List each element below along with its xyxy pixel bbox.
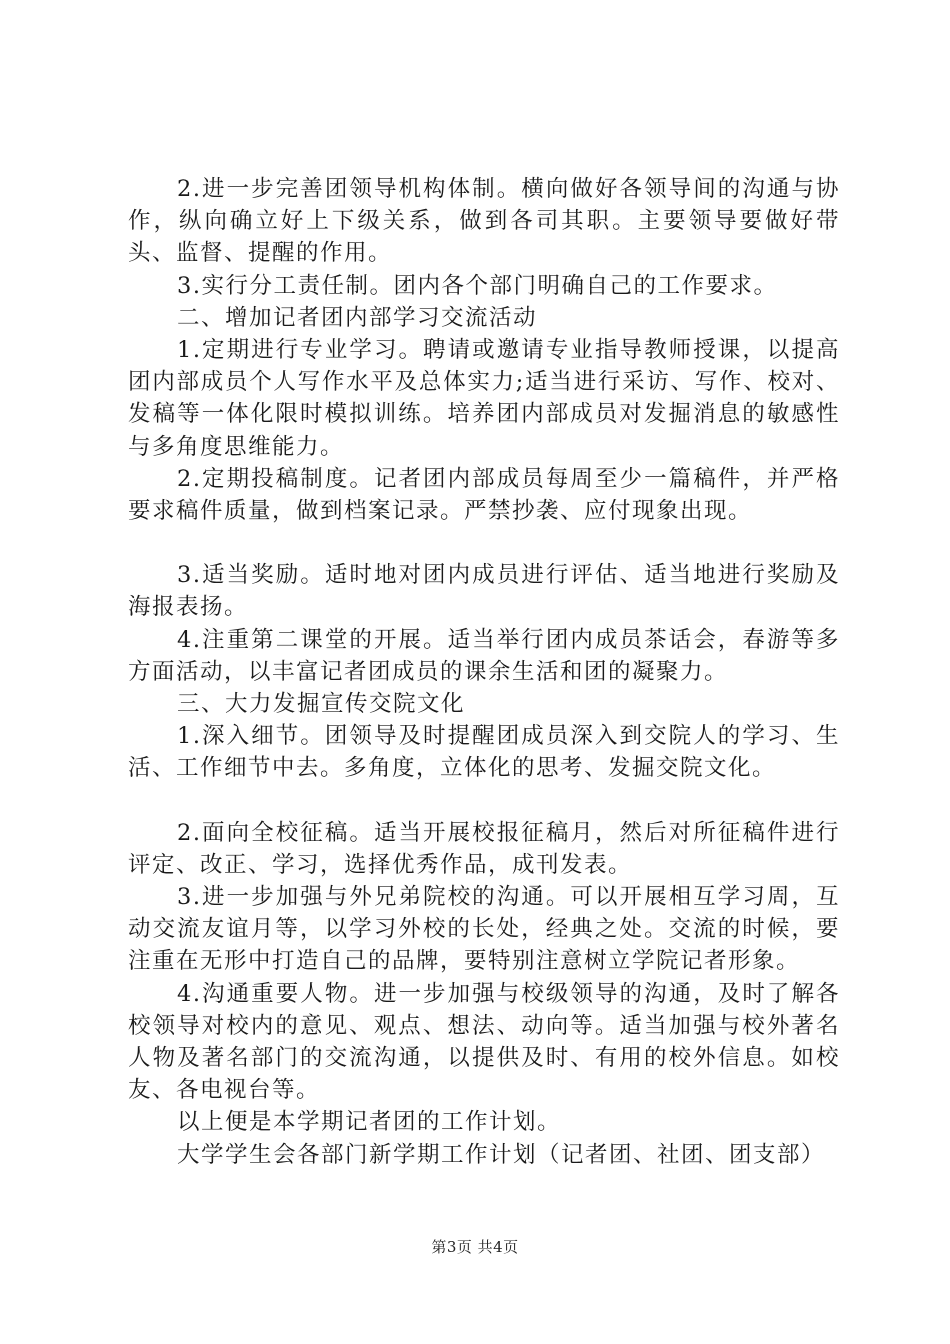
paragraph-sister-schools: 3.进一步加强与外兄弟院校的沟通。可以开展相互学习周，互动交流友谊月等，以学习外校的长处，经典之处。交流的时候，要注重在无形中打造自己的品牌，要特别注意树立学院记者形象。 [128,884,840,975]
paragraph-gap [128,785,840,817]
section-heading-internal-exchange: 二、增加记者团内部学习交流活动 [177,304,538,331]
paragraph-professional-study: 1.定期进行专业学习。聘请或邀请专业指导教师授课，以提高团内部成员个人写作水平及总体实力;适当进行采访、写作、校对、发稿等一体化限时模拟训练。培养团内部成员对发掘消息的敏感性与多角度思维能力。 [128,337,840,460]
paragraph-conclusion: 以上便是本学期记者团的工作计划。 [177,1109,562,1136]
paragraph-gap [128,527,840,559]
paragraph-second-classroom: 4.注重第二课堂的开展。适当举行团内成员茶话会，春游等多方面活动，以丰富记者团成员的课余生活和团的凝聚力。 [128,626,840,685]
paragraph-call-for-papers: 2.面向全校征稿。适当开展校报征稿月，然后对所征稿件进行评定、改正、学习，选择优秀作品，成刊发表。 [128,819,840,878]
paragraph-rewards: 3.适当奖励。适时地对团内成员进行评估、适当地进行奖励及海报表扬。 [128,562,840,621]
section-heading-campus-culture: 三、大力发掘宣传交院文化 [177,691,466,718]
paragraph-important-people: 4.沟通重要人物。进一步加强与校级领导的沟通，及时了解各校领导对校内的意见、观点、想法、动向等。适当加强与校外著名人物及著名部门的交流沟通，以提供及时、有用的校外信息。如校友、各电视台等。 [128,980,840,1104]
paragraph-title-line: 大学学生会各部门新学期工作计划（记者团、社团、团支部） [177,1141,826,1168]
paragraph-submission-system: 2.定期投稿制度。记者团内部成员每周至少一篇稿件，并严格要求稿件质量，做到档案记录。严禁抄袭、应付现象出现。 [128,465,840,525]
document-body [128,173,840,1171]
page-number-footer: 第3页 共4页 [431,1238,519,1256]
paragraph-division-of-labor: 3.实行分工责任制。团内各个部门明确自己的工作要求。 [177,272,778,299]
paragraph-leadership-structure: 2.进一步完善团领导机构体制。横向做好各领导间的沟通与协作，纵向确立好上下级关系，做到各司其职。主要领导要做好带头、监督、提醒的作用。 [128,176,840,267]
paragraph-details: 1.深入细节。团领导及时提醒团成员深入到交院人的学习、生活、工作细节中去。多角度，立体化的思考、发掘交院文化。 [128,723,840,782]
